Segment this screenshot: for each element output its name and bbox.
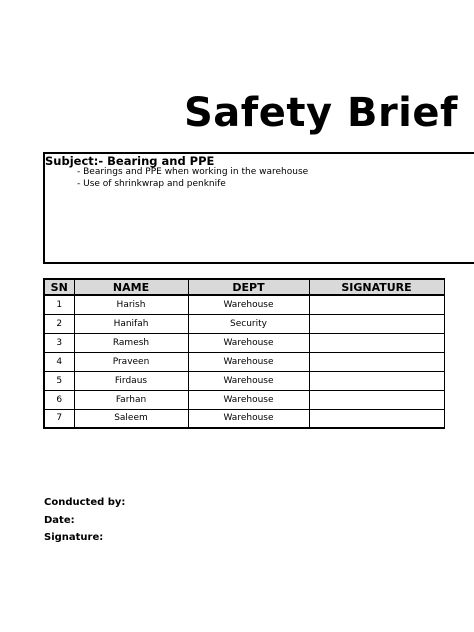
- table-row: [44, 333, 444, 352]
- cell-signature[interactable]: [309, 390, 444, 409]
- table-row: [44, 390, 444, 409]
- header-sn: SN: [44, 279, 74, 295]
- cell-sn: 7: [44, 409, 74, 428]
- cell-name: Hanifah: [74, 314, 188, 333]
- table-row: [44, 314, 444, 333]
- cell-dept: Warehouse: [188, 333, 309, 352]
- cell-sn: 2: [44, 314, 74, 333]
- table-row: [44, 409, 444, 428]
- cell-sn: 5: [44, 371, 74, 390]
- subject-item: - Use of shrinkwrap and penknife: [77, 179, 226, 189]
- cell-name: Harish: [74, 295, 188, 314]
- table-row: [44, 295, 444, 314]
- subject-box: [43, 152, 474, 264]
- cell-name: Praveen: [74, 352, 188, 371]
- cell-sn: 6: [44, 390, 74, 409]
- cell-signature[interactable]: [309, 352, 444, 371]
- cell-sn: 4: [44, 352, 74, 371]
- document-title: Safety Brief: [184, 90, 458, 136]
- cell-dept: Warehouse: [188, 352, 309, 371]
- cell-name: Farhan: [74, 390, 188, 409]
- table-row: [44, 371, 444, 390]
- cell-name: Ramesh: [74, 333, 188, 352]
- cell-sn: 1: [44, 295, 74, 314]
- subject-item: - Bearings and PPE when working in the warehouse: [77, 167, 309, 177]
- header-name: NAME: [74, 279, 188, 295]
- subject-heading: Subject:- Bearing and PPE: [45, 154, 215, 168]
- cell-dept: Warehouse: [188, 409, 309, 428]
- cell-signature[interactable]: [309, 333, 444, 352]
- cell-dept: Warehouse: [188, 390, 309, 409]
- cell-signature[interactable]: [309, 295, 444, 314]
- cell-signature[interactable]: [309, 371, 444, 390]
- table-header-row: [44, 279, 444, 295]
- cell-dept: Warehouse: [188, 371, 309, 390]
- cell-name: Saleem: [74, 409, 188, 428]
- table-row: [44, 352, 444, 371]
- subject-items: [77, 166, 308, 190]
- header-signature: SIGNATURE: [309, 279, 444, 295]
- cell-sn: 3: [44, 333, 74, 352]
- cell-signature[interactable]: [309, 314, 444, 333]
- date-label: Date:: [44, 515, 75, 526]
- cell-signature[interactable]: [309, 409, 444, 428]
- attendance-table: [43, 278, 445, 429]
- signature-label: Signature:: [44, 532, 104, 543]
- conducted-by-label: Conducted by:: [44, 497, 126, 508]
- cell-dept: Warehouse: [188, 295, 309, 314]
- cell-dept: Security: [188, 314, 309, 333]
- header-dept: DEPT: [188, 279, 309, 295]
- cell-name: Firdaus: [74, 371, 188, 390]
